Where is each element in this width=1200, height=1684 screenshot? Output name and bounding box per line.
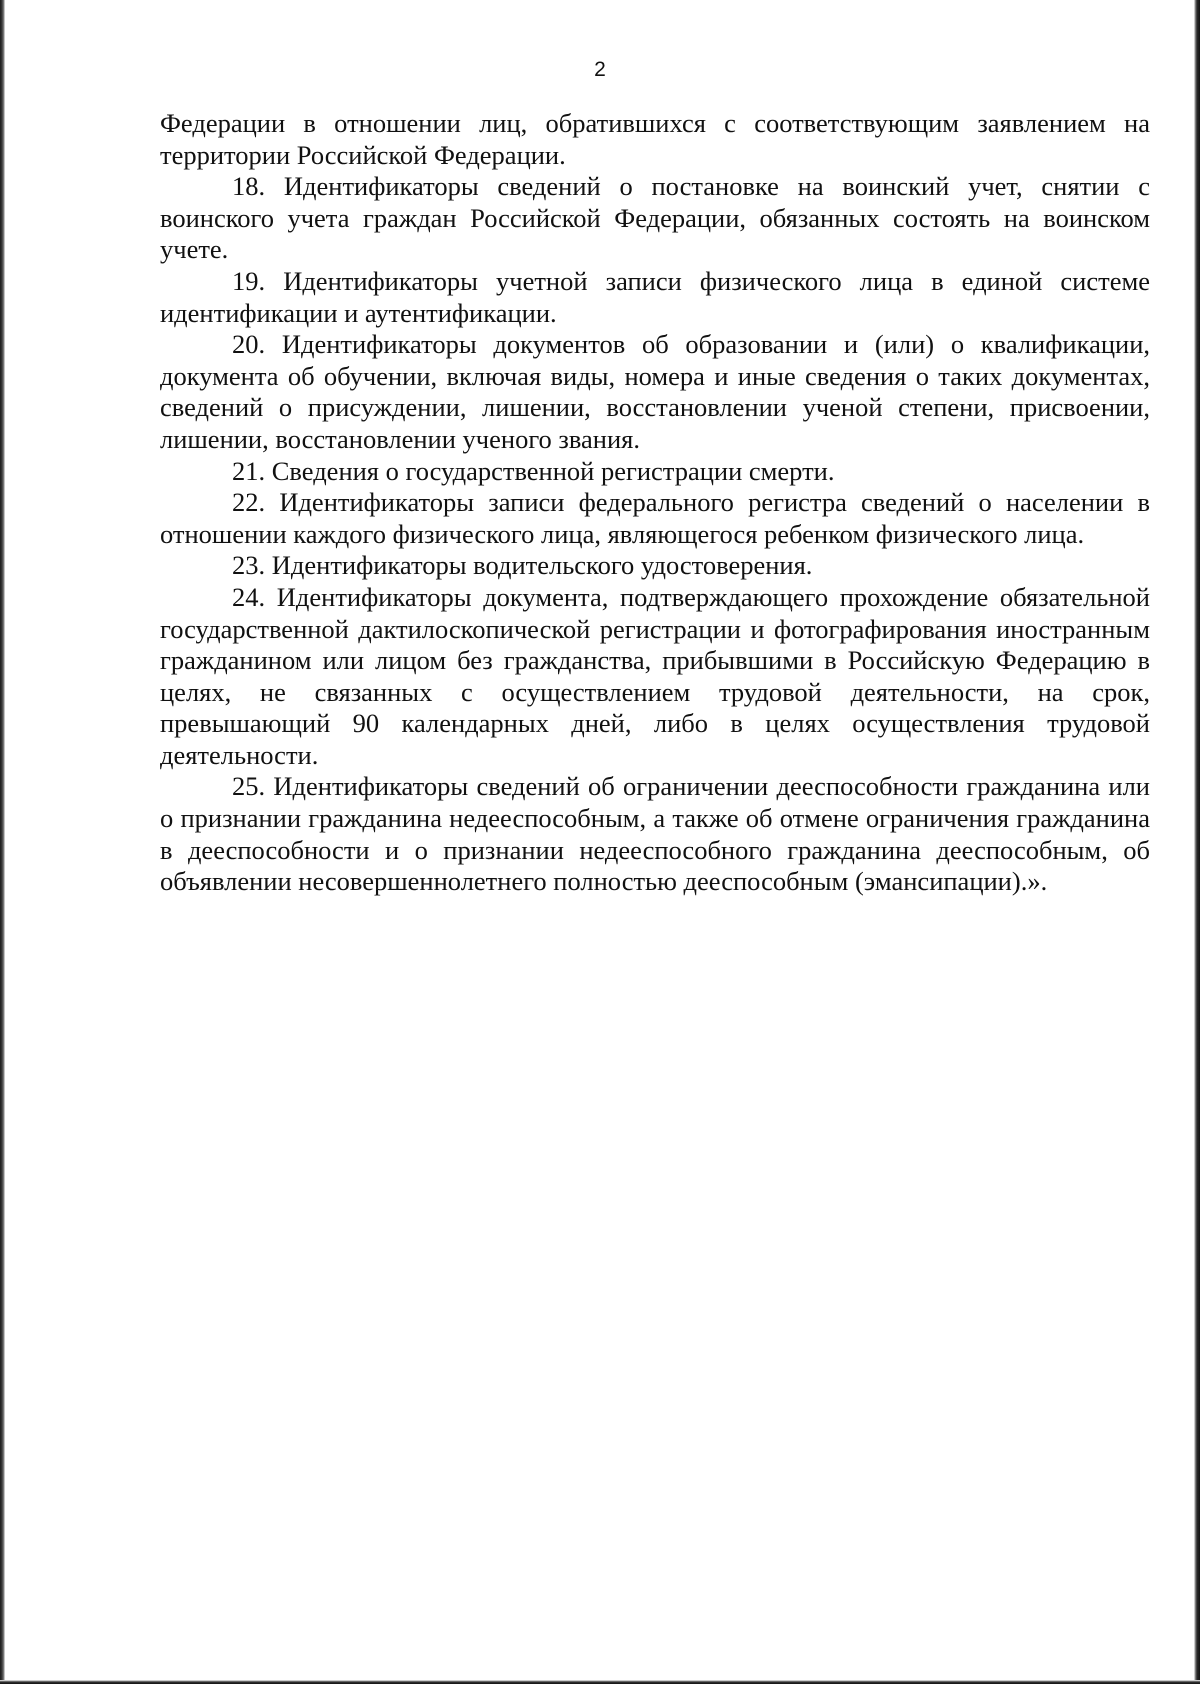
- scan-edge-bottom: [0, 1680, 1200, 1684]
- paragraph-item-23: 23. Идентификаторы водительского удостоверения.: [232, 550, 813, 581]
- page-number-text: 2: [594, 58, 606, 81]
- paragraph-item-22: 22. Идентификаторы записи федерального регистра сведений о населении в отношении каждого физического лица, являющегося ребенком физического лица.: [160, 487, 1150, 549]
- document-body: [160, 108, 1150, 898]
- paragraph-item-20: 20. Идентификаторы документов об образовании и (или) о квалификации, документа об обучении, включая виды, номера и иные сведения о таких документах, сведений о присуждении, лишении, восстановлении ученой степени, присвоении, лишении, восстановлении ученого звания.: [160, 329, 1150, 454]
- paragraph-item-24: 24. Идентификаторы документа, подтверждающего прохождение обязательной государственной дактилоскопической регистрации и фотографирования иностранным гражданином или лицом без гражданства, прибывшими в Российскую Федерацию в целях, не связанных с осуществлением трудовой деятельности, на срок, превышающий 90 календарных дней, либо в целях осуществления трудовой деятельности.: [160, 581, 1150, 770]
- scan-edge-left: [0, 0, 5, 1684]
- scan-edge-right: [1194, 0, 1200, 1684]
- paragraph-item-19: 19. Идентификаторы учетной записи физического лица в единой системе идентификации и аутентификации.: [160, 265, 1150, 328]
- paragraph-item-21: 21. Сведения о государственной регистрации смерти.: [232, 455, 835, 486]
- page-number: [0, 58, 1200, 82]
- paragraph-continuation: Федерации в отношении лиц, обратившихся с соответствующим заявлением на территории Российской Федерации.: [160, 108, 1150, 170]
- paragraph-item-25: 25. Идентификаторы сведений об ограничении дееспособности гражданина или о признании гражданина недееспособным, а также об отмене ограничения гражданина в дееспособности и о признании недееспособного гражданина дееспособным, об объявлении несовершеннолетнего полностью дееспособным (эмансипации).».: [160, 771, 1150, 897]
- paragraph-item-18: 18. Идентификаторы сведений о постановке на воинский учет, снятии с воинского учета граждан Российской Федерации, обязанных состоять на воинском учете.: [160, 171, 1150, 265]
